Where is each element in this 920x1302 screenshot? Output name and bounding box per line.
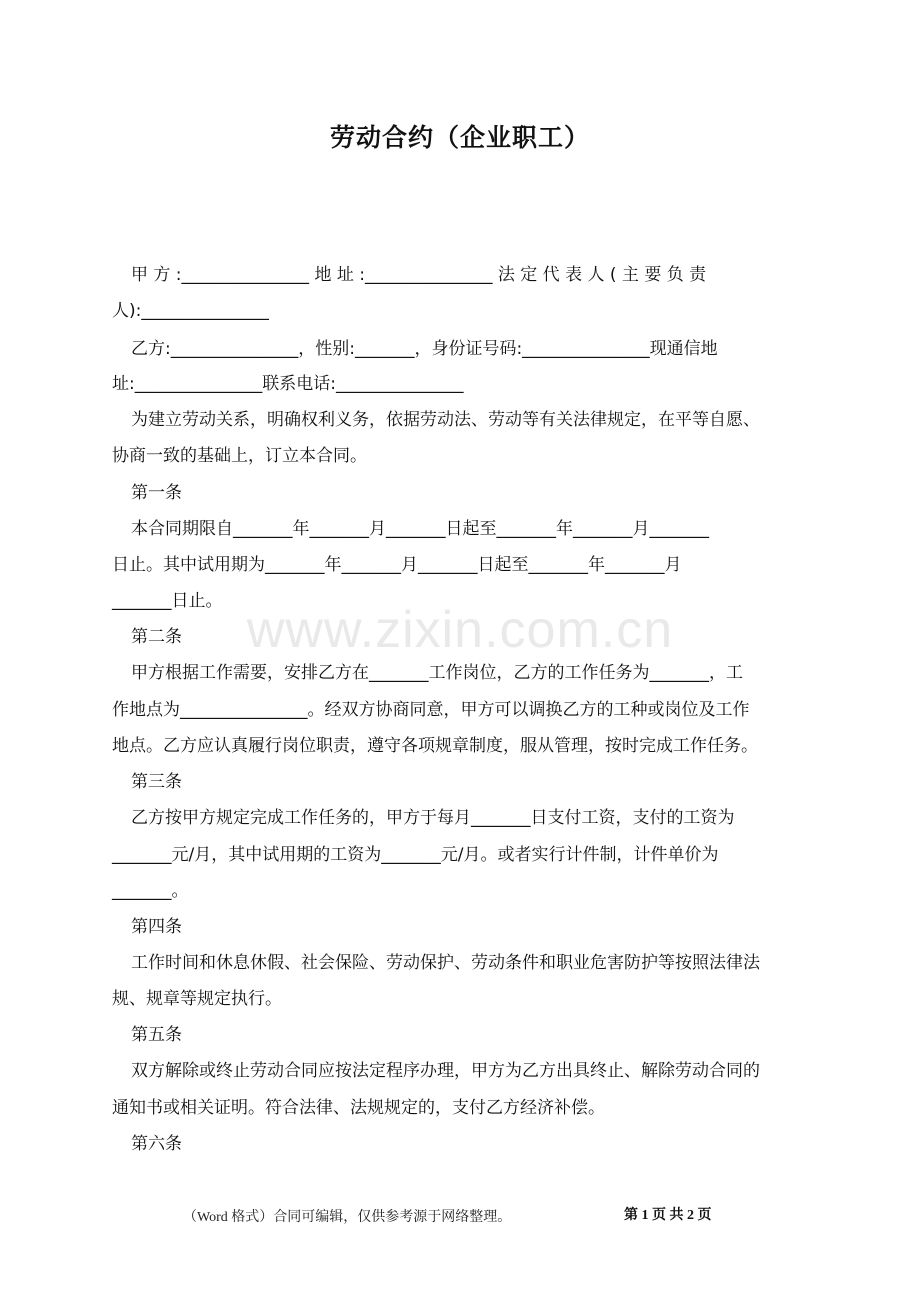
article-heading: 第四条 bbox=[131, 917, 182, 937]
text-line: _______日止。 bbox=[112, 591, 223, 611]
text-line: 双方解除或终止劳动合同应按法定程序办理，甲方为乙方出具终止、解除劳动合同的 bbox=[131, 1061, 760, 1081]
article-heading: 第三条 bbox=[131, 772, 182, 792]
text-line: 地点。乙方应认真履行岗位职责，遵守各项规章制度，服从管理，按时完成工作任务。 bbox=[112, 736, 758, 756]
footer-note: （Word 格式）合同可编辑，仅供参考源于网络整理。 bbox=[183, 1210, 512, 1225]
text-line: _______。 bbox=[112, 881, 189, 901]
text-line: 乙方:_______________，性别:_______，身份证号码:_______________现通信地 bbox=[131, 339, 718, 359]
text-line: 作地点为_______________。经双方协商同意，甲方可以调换乙方的工种或岗位及工作 bbox=[112, 700, 750, 720]
article-heading: 第六条 bbox=[131, 1134, 182, 1154]
article-heading: 第五条 bbox=[131, 1025, 182, 1045]
text-line: 人):_______________ bbox=[112, 301, 269, 321]
article-heading: 第二条 bbox=[131, 627, 182, 647]
text-line: 日止。其中试用期为_______年_______月_______日起至_______年_______月 bbox=[112, 555, 682, 575]
text-line: 本合同期限自_______年_______月_______日起至_______年_______月_______ bbox=[131, 519, 709, 539]
text-line: 通知书或相关证明。符合法律、法规规定的，支付乙方经济补偿。 bbox=[112, 1098, 605, 1118]
text-line: _______元/月，其中试用期的工资为_______元/月。或者实行计件制，计件单价为 bbox=[112, 845, 719, 865]
page-number: 第 1 页 共 2 页 bbox=[624, 1208, 712, 1223]
text-line: 甲方根据工作需要，安排乙方在_______工作岗位，乙方的工作任务为_______，工 bbox=[131, 663, 743, 683]
text-line: 乙方按甲方规定完成工作任务的，甲方于每月_______日支付工资，支付的工资为 bbox=[131, 808, 735, 828]
text-line: 甲 方 :_______________ 地 址 :_______________ 法 定 代 表 人 ( 主 要 负 责 bbox=[131, 265, 707, 285]
text-line: 为建立劳动关系，明确权利义务，依据劳动法、劳动等有关法律规定，在平等自愿、 bbox=[131, 410, 760, 430]
text-line: 规、规章等规定执行。 bbox=[112, 989, 282, 1009]
document-title: 劳动合约（企业职工） bbox=[329, 123, 590, 152]
text-line: 协商一致的基础上，订立本合同。 bbox=[112, 446, 367, 466]
article-heading: 第一条 bbox=[131, 483, 182, 503]
text-line: 工作时间和休息休假、社会保险、劳动保护、劳动条件和职业危害防护等按照法律法 bbox=[131, 953, 760, 973]
text-line: 址:_______________联系电话:_______________ bbox=[112, 374, 464, 394]
watermark: www.zixin.com.cn bbox=[246, 601, 674, 659]
